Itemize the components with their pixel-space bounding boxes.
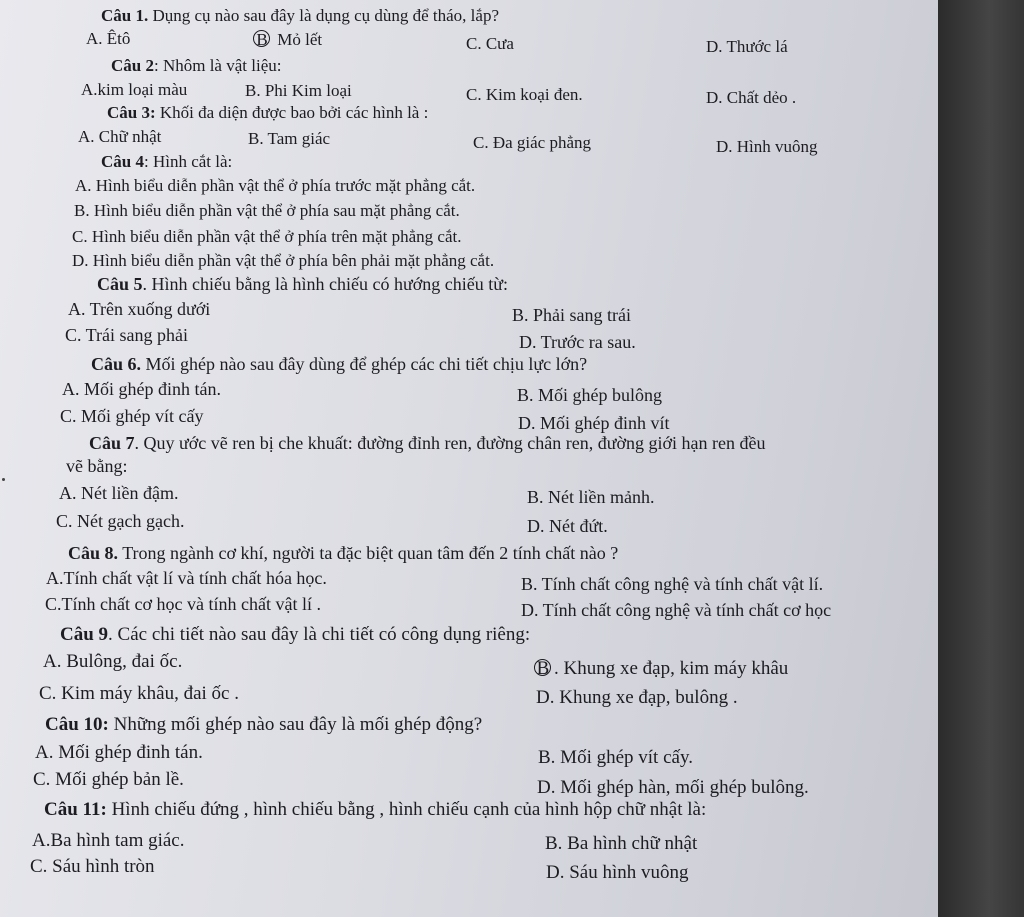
q10-option-a: A. Mối ghép đinh tán.	[35, 742, 203, 763]
q6-option-d: D. Mối ghép đinh vít	[518, 413, 670, 433]
q7-option-b: B. Nét liền mảnh.	[527, 487, 655, 507]
q6-option-a: A. Mối ghép đinh tán.	[62, 379, 221, 399]
question-text: Mối ghép nào sau đây dùng để ghép các chi tiết chịu lực lớn?	[141, 354, 588, 374]
q7-option-a: A. Nét liền đậm.	[59, 483, 179, 503]
q3-option-c: C. Đa giác phẳng	[473, 133, 592, 152]
question-text: . Quy ước vẽ ren bị che khuất: đường đỉnh ren, đường chân ren, đường giới hạn ren đều	[134, 433, 766, 453]
q2-option-c: C. Kim koại đen.	[466, 85, 583, 104]
question-number: Câu 8.	[68, 543, 119, 563]
question-text: Khối đa diện được bao bởi các hình là :	[155, 103, 429, 122]
q1-option-d: D. Thước lá	[706, 37, 788, 56]
q8-option-c: C.Tính chất cơ học và tính chất vật lí .	[45, 594, 321, 614]
q4-option-d: D. Hình biểu diễn phần vật thể ở phía bên phải mặt phẳng cắt.	[72, 251, 495, 270]
question-number: Câu 5	[97, 274, 143, 294]
question-text: Trong ngành cơ khí, người ta đặc biệt quan tâm đến 2 tính chất nào ?	[118, 543, 619, 563]
question-1	[101, 6, 499, 26]
question-5	[97, 274, 508, 294]
question-text: . Các chi tiết nào sau đây là chi tiết có công dụng riêng:	[108, 624, 531, 645]
question-number: Câu 1.	[101, 6, 149, 25]
answer-circle-mark: B	[534, 659, 551, 676]
q4-option-a: A. Hình biểu diễn phần vật thể ở phía trước mặt phẳng cắt.	[75, 176, 476, 195]
q11-option-a: A.Ba hình tam giác.	[32, 830, 185, 851]
q9-option-d: D. Khung xe đạp, bulông .	[536, 687, 738, 708]
q10-option-c: C. Mối ghép bản lề.	[33, 769, 184, 790]
q3-option-b: B. Tam giác	[248, 129, 331, 148]
question-text: : Hình cắt là:	[143, 152, 233, 171]
q8-option-d: D. Tính chất công nghệ và tính chất cơ học	[521, 600, 832, 620]
q2-option-d: D. Chất dẻo .	[706, 88, 797, 107]
q4-option-b: B. Hình biểu diễn phần vật thể ở phía sau mặt phẳng cắt.	[74, 201, 460, 220]
q5-option-d: D. Trước ra sau.	[519, 332, 636, 352]
q8-option-b: B. Tính chất công nghệ và tính chất vật lí.	[521, 574, 824, 594]
question-10	[45, 715, 482, 735]
question-11	[44, 800, 706, 820]
option-text: . Khung xe đạp, kim máy khâu	[554, 658, 789, 679]
question-7-continued: vẽ bằng:	[66, 456, 128, 476]
q10-option-b: B. Mối ghép vít cấy.	[538, 747, 693, 768]
question-text: Hình chiếu đứng , hình chiếu bằng , hình chiếu cạnh của hình hộp chữ nhật là:	[106, 799, 707, 820]
question-6	[91, 354, 587, 374]
q6-option-c: C. Mối ghép vít cấy	[60, 406, 204, 426]
option-text: Mỏ lết	[273, 30, 323, 49]
q9-option-a: A. Bulông, đai ốc.	[43, 651, 183, 672]
q11-option-d: D. Sáu hình vuông	[546, 862, 689, 883]
q10-option-d: D. Mối ghép hàn, mối ghép bulông.	[537, 777, 809, 798]
question-8	[68, 543, 618, 563]
question-number: Câu 6.	[91, 354, 142, 374]
answer-circle-mark: B	[253, 30, 270, 47]
question-number: Câu 3:	[107, 103, 156, 122]
question-7	[89, 433, 765, 453]
q5-option-a: A. Trên xuống dưới	[68, 299, 211, 319]
question-number: Câu 11:	[44, 799, 107, 820]
q8-option-a: A.Tính chất vật lí và tính chất hóa học.	[46, 568, 327, 588]
q2-option-a: A.kim loại màu	[81, 80, 188, 99]
question-number: Câu 9	[60, 624, 109, 645]
question-text: Dụng cụ nào sau đây là dụng cụ dùng để tháo, lắp?	[148, 6, 500, 25]
question-2	[111, 56, 281, 76]
question-number: Câu 7	[89, 433, 135, 453]
question-4	[101, 152, 232, 172]
q11-option-b: B. Ba hình chữ nhật	[545, 833, 698, 854]
question-number: Câu 2	[111, 56, 154, 75]
question-3	[107, 103, 428, 123]
question-text: : Nhôm là vật liệu:	[153, 56, 282, 75]
question-number: Câu 4	[101, 152, 144, 171]
q7-option-c: C. Nét gạch gạch.	[56, 511, 185, 531]
question-text: Những mối ghép nào sau đây là mối ghép động?	[108, 714, 483, 735]
question-9	[60, 625, 530, 645]
q1-option-b	[253, 30, 322, 50]
q11-option-c: C. Sáu hình tròn	[30, 856, 155, 877]
q3-option-a: A. Chữ nhật	[78, 127, 162, 146]
question-text: . Hình chiếu bằng là hình chiếu có hướng chiếu từ:	[142, 274, 508, 294]
q1-option-a: A. Êtô	[86, 29, 131, 48]
stray-mark	[2, 478, 5, 481]
q9-option-b	[534, 659, 788, 679]
q9-option-c: C. Kim máy khâu, đai ốc .	[39, 683, 239, 704]
table-background	[938, 0, 1024, 917]
q3-option-d: D. Hình vuông	[716, 137, 818, 156]
q5-option-b: B. Phải sang trái	[512, 305, 631, 325]
q1-option-c: C. Cưa	[466, 34, 514, 53]
question-number: Câu 10:	[45, 714, 109, 735]
q6-option-b: B. Mối ghép bulông	[517, 385, 663, 405]
q5-option-c: C. Trái sang phải	[65, 325, 189, 345]
q4-option-c: C. Hình biểu diễn phần vật thể ở phía trên mặt phẳng cắt.	[72, 227, 462, 246]
q7-option-d: D. Nét đứt.	[527, 516, 608, 536]
q2-option-b: B. Phi Kim loại	[245, 81, 352, 100]
